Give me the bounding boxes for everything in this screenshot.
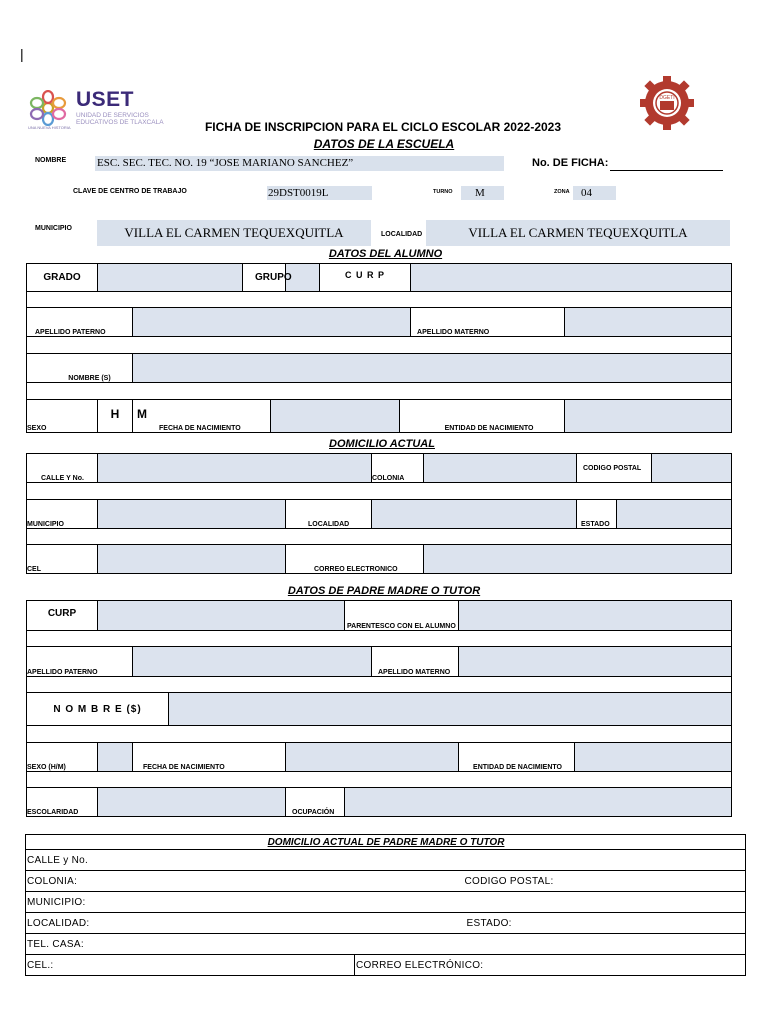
parent-curp-label: CURP [27, 601, 98, 631]
cel-label: CEL [27, 545, 98, 574]
zona-label: ZONA [554, 189, 570, 195]
parent-codigo-postal-label: CODIGO POSTAL: [464, 875, 554, 887]
school-localidad-label: LOCALIDAD [381, 231, 423, 238]
address-table [26, 453, 732, 574]
zona-field[interactable]: 04 [573, 186, 616, 200]
parent-colonia-label: COLONIA: [27, 875, 78, 887]
turno-label: TURNO [433, 189, 453, 195]
address-section-title: DOMICILIO ACTUAL [329, 438, 435, 450]
sexo-label: SEXO [27, 400, 98, 433]
colonia-label: COLONIA [372, 454, 424, 483]
school-municipio-label: MUNICIPIO [35, 225, 72, 232]
spacer-row [27, 631, 732, 647]
school-name-field[interactable]: ESC. SEC. TEC. NO. 19 “JOSE MARIANO SANCHEZ” [95, 156, 504, 171]
curp-field[interactable] [411, 264, 732, 292]
logo-tagline: UNA NUEVA HISTORIA [28, 125, 71, 130]
municipio-field[interactable] [98, 500, 286, 529]
sexo-m-option[interactable]: $M_{FECHA DE NACIMIENTO}$ [133, 400, 219, 433]
apellido-paterno-field[interactable] [133, 308, 411, 337]
parent-entidad-nacimiento-field[interactable] [575, 743, 732, 772]
parent-address-section-title: DOMICILIO ACTUAL DE PADRE MADRE O TUTOR [26, 835, 746, 850]
localidad-label: LOCALIDAD [286, 500, 372, 529]
parent-section-title: DATOS DE PADRE MADRE O TUTOR [287, 585, 481, 597]
correo-field[interactable] [424, 545, 732, 574]
parent-cel-label: CEL.: [27, 959, 54, 971]
parent-nombres-field[interactable] [169, 693, 732, 726]
parent-tel-casa-label: TEL. CASA: [27, 938, 84, 950]
spacer-row [27, 483, 732, 500]
parent-curp-field[interactable] [98, 601, 345, 631]
parent-calle-label: CALLE y No. [27, 854, 89, 866]
ficha-label: No. DE FICHA: [532, 157, 609, 169]
spacer-row [27, 677, 732, 693]
apellido-materno-label: APELLIDO MATERNO [411, 308, 565, 337]
school-section-title: DATOS DE LA ESCUELA [313, 137, 455, 151]
parent-apellido-paterno-field[interactable] [133, 647, 372, 677]
parent-table [26, 600, 732, 817]
logo-subtitle-1: UNIDAD DE SERVICIOS [76, 112, 149, 119]
fecha-nacimiento-label: FECHA DE NACIMIENTO [159, 425, 241, 432]
nombres-field[interactable] [133, 354, 732, 383]
grupo-label: GRUPO [243, 264, 286, 292]
student-table [26, 263, 732, 433]
spacer-row [27, 772, 732, 788]
spacer-row [27, 383, 732, 400]
logo-title: USET [76, 88, 135, 111]
nombres-label: NOMBRE (S) [27, 354, 133, 383]
sexo-h-option[interactable]: H [98, 400, 133, 433]
parent-localidad-label: LOCALIDAD: [27, 917, 90, 929]
parent-correo-label: CORREO ELECTRÓNICO: [356, 959, 484, 971]
seal-text: DGETI [659, 95, 675, 101]
parent-correo-cell[interactable] [355, 955, 746, 976]
logo-subtitle-2: EDUCATIVOS DE TLAXCALA [76, 119, 164, 126]
parent-apellido-materno-field[interactable] [459, 647, 732, 677]
turno-field[interactable]: M [461, 186, 504, 200]
localidad-field[interactable] [372, 500, 577, 529]
curp-label: C U R P [320, 264, 411, 292]
escolaridad-field[interactable] [98, 788, 286, 817]
estado-field[interactable] [617, 500, 732, 529]
parent-municipio-row[interactable] [26, 892, 746, 913]
text-cursor: | [20, 46, 24, 62]
school-municipio-field[interactable]: VILLA EL CARMEN TEQUEXQUITLA [97, 220, 371, 246]
escolaridad-label: ESCOLARIDAD [27, 788, 98, 817]
parentesco-field[interactable] [459, 601, 732, 631]
parent-address-table [25, 834, 746, 976]
ficha-input-line[interactable] [610, 170, 723, 171]
parent-colonia-row[interactable] [26, 871, 746, 892]
school-localidad-field[interactable]: VILLA EL CARMEN TEQUEXQUITLA [426, 220, 730, 246]
municipio-label: MUNICIPIO [27, 500, 98, 529]
parent-municipio-label: MUNICIPIO: [27, 896, 86, 908]
apellido-paterno-label: APELLIDO PATERNO [27, 308, 133, 337]
codigo-postal-label: CODIGO POSTAL [577, 454, 652, 483]
parent-cel-cell[interactable] [26, 955, 355, 976]
ocupacion-label: OCUPACIÓN [286, 788, 345, 817]
grado-label: GRADO [27, 264, 98, 292]
entidad-nacimiento-label: ENTIDAD DE NACIMIENTO [400, 400, 565, 433]
grado-field[interactable] [98, 264, 243, 292]
codigo-postal-field[interactable] [652, 454, 732, 483]
calle-label: CALLE Y No. [27, 454, 98, 483]
fecha-nacimiento-field[interactable] [271, 400, 400, 433]
spacer-row [27, 292, 732, 308]
student-section-title: DATOS DEL ALUMNO [328, 248, 443, 260]
parent-localidad-row[interactable] [26, 913, 746, 934]
parent-fecha-nacimiento-label: FECHA DE NACIMIENTO [133, 743, 286, 772]
parent-calle-row[interactable] [26, 850, 746, 871]
clave-label: CLAVE DE CENTRO DE TRABAJO [73, 188, 187, 195]
form-title: FICHA DE INSCRIPCION PARA EL CICLO ESCOLAR 2022-2023 [204, 120, 562, 134]
spacer-row [27, 337, 732, 354]
parent-estado-label: ESTADO: [466, 917, 512, 929]
ocupacion-field[interactable] [345, 788, 732, 817]
apellido-materno-field[interactable] [565, 308, 732, 337]
calle-field[interactable] [98, 454, 372, 483]
estado-label: ESTADO [577, 500, 617, 529]
parent-entidad-nacimiento-label: ENTIDAD DE NACIMIENTO [459, 743, 575, 772]
cel-field[interactable] [98, 545, 286, 574]
parent-nombres-label: N O M B R E ($) [27, 693, 169, 726]
school-name-label: NOMBRE [35, 157, 67, 164]
parent-sexo-field[interactable] [98, 743, 133, 772]
parentesco-label: PARENTESCO CON EL ALUMNO [345, 601, 459, 631]
entidad-nacimiento-field[interactable] [565, 400, 732, 433]
spacer-row [27, 529, 732, 545]
parent-apellido-paterno-label: APELLIDO PATERNO [27, 647, 133, 677]
colonia-field[interactable] [424, 454, 577, 483]
clave-field[interactable]: 29DST0019L [267, 186, 372, 200]
parent-fecha-nacimiento-field[interactable] [286, 743, 459, 772]
parent-apellido-materno-label: APELLIDO MATERNO [372, 647, 459, 677]
parent-tel-casa-row[interactable] [26, 934, 746, 955]
parent-sexo-label: SEXO (H/M) [27, 743, 98, 772]
spacer-row [27, 726, 732, 743]
correo-label: CORREO ELECTRONICO [286, 545, 424, 574]
